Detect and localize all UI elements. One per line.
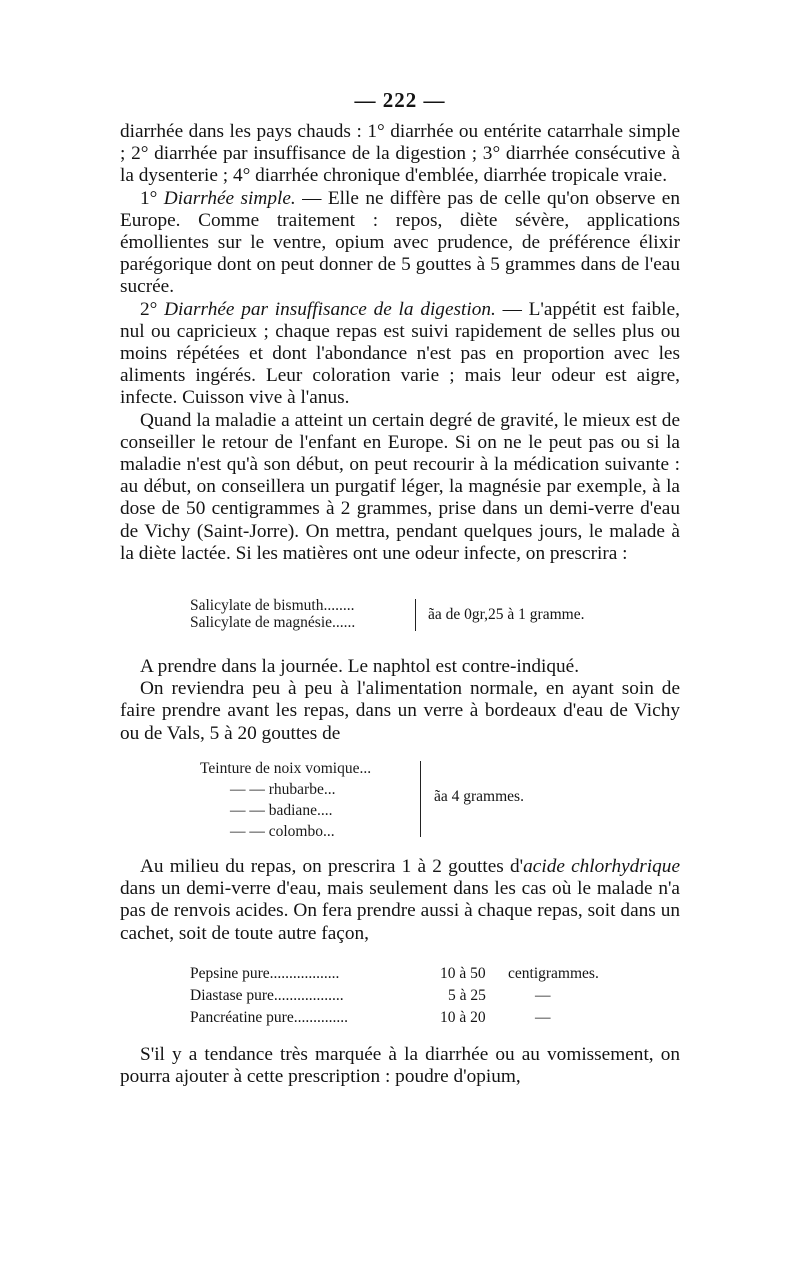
- paragraph-take-during-day: A prendre dans la journée. Le naphtol est contre-indiqué.: [140, 656, 580, 677]
- paragraph-simple-diarrhea: [120, 188, 680, 299]
- prescription-enzymes: [190, 963, 650, 1029]
- prescription-row: [190, 1007, 650, 1029]
- section-title-simple: Diarrhée simple.: [163, 187, 296, 209]
- drug-name: Diastase pure..................: [190, 987, 344, 1004]
- paragraph-diarrhea-types: diarrhée dans les pays chauds : 1° diarrhée ou entérite catarrhale simple ; 2° diarrhée par insuffisance de la digestion ; 3° diarrhée consécutive à la dysenterie ; 4° diarrhée chronique d'emblée, diarrhée tropicale vraie.: [120, 121, 680, 187]
- text-block-top: [120, 121, 680, 565]
- prescription-row: [190, 963, 650, 985]
- drug-quantity: 5 à 25: [448, 987, 486, 1004]
- text: Au milieu du repas, on prescrira 1 à 2 gouttes d': [140, 856, 524, 877]
- section-number: 2°: [140, 298, 165, 320]
- paragraph-insufficient-digestion: [120, 299, 680, 410]
- prescription-dose: ãa 4 grammes.: [434, 788, 524, 805]
- prescription-tinctures: [200, 758, 371, 842]
- drug-name: Pancréatine pure..............: [190, 1009, 348, 1026]
- prescription-salicylates: [190, 597, 355, 631]
- paragraph-treatment: Quand la maladie a atteint un certain degré de gravité, le mieux est de conseiller le retour de l'enfant en Europe. Si on ne le peut pas ou si la maladie n'est qu'à son début, on peut recourir à la médication suivante : au début, on conseillera un purgatif léger, la magnésie par exemple, à la dose de 50 centigrammes à 2 grammes, prise dans un demi-verre d'eau de Vichy (Saint-Jorre). On mettra, pendant quelques jours, le malade à la diète lactée. Si les matières ont une odeur infecte, on prescrira :: [120, 409, 680, 564]
- drug-unit: —: [535, 987, 551, 1004]
- text-block-meal: [120, 856, 680, 945]
- section-number: 1°: [140, 187, 164, 209]
- paragraph-opium: S'il y a tendance très marquée à la diarrhée ou au vomissement, on pourra ajouter à cette prescription : poudre d'opium,: [120, 1044, 680, 1088]
- text-italic: acide chlorhydrique: [523, 856, 680, 877]
- section-body-simple: — Elle ne diffère pas de celle qu'on observe en Europe. Comme traitement : repos, diète sévère, applications émollientes sur le ventre, opium avec prudence, de préférence élixir parégorique dont on peut donner de 5 gouttes à 5 grammes dans de l'eau sucrée.: [120, 187, 681, 298]
- page-number: — 222 —: [354, 88, 446, 112]
- prescription-line: Teinture de noix vomique...: [200, 760, 372, 777]
- prescription-line: Salicylate de magnésie......: [190, 614, 356, 631]
- drug-unit: —: [535, 1009, 551, 1026]
- prescription-line: — — colombo...: [230, 823, 335, 840]
- paragraph-return-to-diet: On reviendra peu à peu à l'alimentation normale, en ayant soin de faire prendre avant les repas, dans un verre à bordeaux d'eau de Vichy ou de Vals, 5 à 20 gouttes de: [120, 678, 680, 744]
- text-block-bottom: [120, 1044, 680, 1088]
- prescription-line: — — rhubarbe...: [230, 781, 336, 798]
- section-body-digestion: — L'appétit est faible, nul ou capricieux ; chaque repas est suivi rapidement de selles plus ou moins répétées et dont l'abondance n'est pas en proportion avec les aliments ingérés. Leur coloration varie ; mais leur odeur est aigre, infecte. Cuisson vive à l'anus.: [120, 298, 680, 409]
- brace: [420, 761, 428, 837]
- section-title-digestion: Diarrhée par insuffisance de la digestion.: [164, 298, 496, 320]
- prescription-line: Salicylate de bismuth........: [190, 597, 355, 614]
- prescription-row: [190, 985, 650, 1007]
- drug-name: Pepsine pure..................: [190, 965, 340, 982]
- text-block-middle: [120, 656, 680, 745]
- drug-unit: centigrammes.: [508, 965, 599, 982]
- drug-quantity: 10 à 20: [440, 1009, 486, 1026]
- paragraph-hydrochloric-acid: [120, 856, 680, 945]
- brace: [415, 599, 422, 631]
- prescription-line: — — badiane....: [230, 802, 333, 819]
- drug-quantity: 10 à 50: [440, 965, 486, 982]
- text: dans un demi-verre d'eau, mais seulement dans les cas où le malade n'a pas de renvois acides. On fera prendre aussi à chaque repas, soit dans un cachet, soit de toute autre façon,: [120, 878, 680, 944]
- prescription-dose: ãa de 0gr,25 à 1 gramme.: [428, 606, 585, 623]
